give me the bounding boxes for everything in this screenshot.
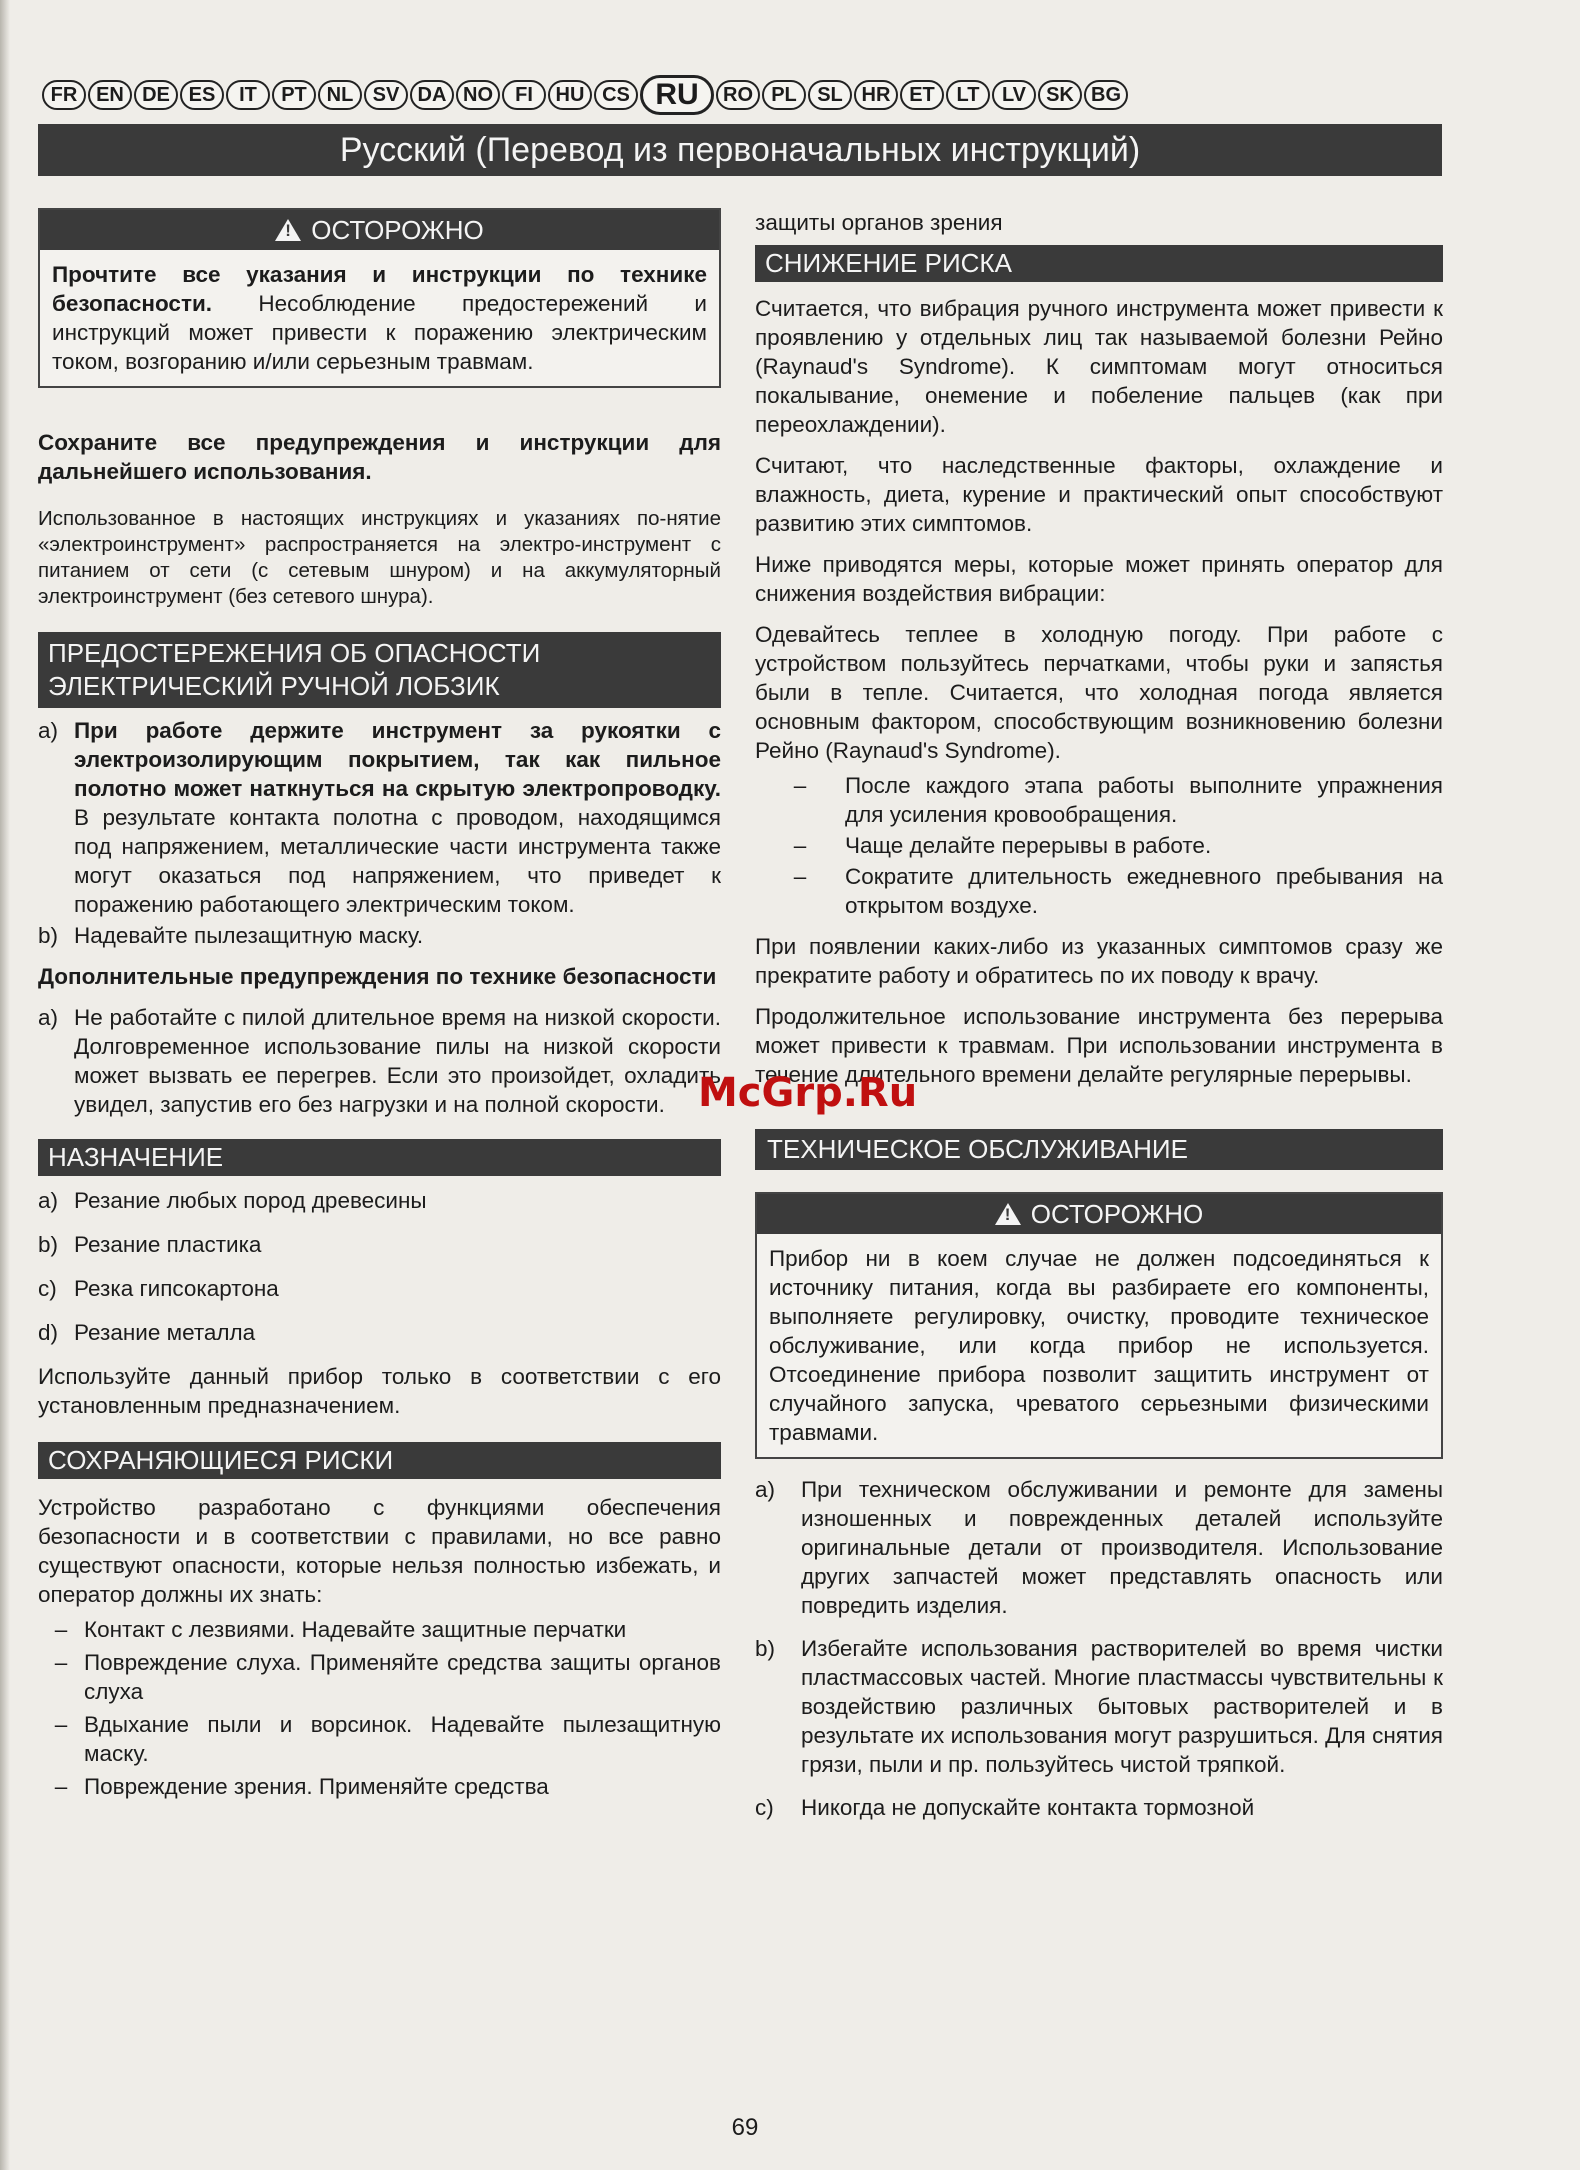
warning-bold: Прочтите все указания и инструкции по технике безопасности.	[52, 262, 707, 316]
measure-item	[755, 771, 1443, 829]
warning-rest: Несоблюдение предостережений и инструкций может привести к поражению электрическим током, возгоранию и/или серьезным травмам.	[52, 291, 707, 374]
maintenance-heading: ТЕХНИЧЕСКОЕ ОБСЛУЖИВАНИЕ	[755, 1129, 1443, 1170]
item-label: a)	[38, 1005, 59, 1030]
reduce-paragraph: Считают, что наследственные факторы, охлаждение и влажность, диета, курение и практический опыт способствуют развитию этих симптомов.	[755, 453, 1443, 536]
watermark-logo: McGrp.Ru	[698, 1070, 918, 1116]
warning-box	[38, 208, 721, 388]
maintenance-item-c	[755, 1793, 1443, 1822]
maintenance-warning-box	[755, 1192, 1443, 1459]
dash-marker: –	[54, 1774, 68, 1799]
lang-fi[interactable]: FI	[502, 80, 546, 110]
dash-marker: –	[793, 864, 807, 889]
reduce-paragraph: Считается, что вибрация ручного инструмента может привести к проявлению у отдельных лиц так называемой болезни Рейно (Raynaud's Syndrome). К симптомам могут относиться покалывание, онемение и побеление пальцев (как при переохлаждении).	[755, 296, 1443, 437]
purpose-text: Резание пластика	[74, 1232, 262, 1257]
risk-text: Повреждение зрения. Применяйте средства	[84, 1774, 549, 1799]
warning-triangle-icon	[995, 1203, 1021, 1225]
item-label: b)	[38, 1232, 59, 1257]
measure-item	[755, 862, 1443, 920]
risk-item	[38, 1648, 721, 1706]
purpose-text: Резка гипсокартона	[74, 1276, 279, 1301]
hazard-b-text: Надевайте пылезащитную маску.	[74, 923, 424, 948]
warning-label: ОСТОРОЖНО	[311, 214, 484, 245]
scan-edge-shadow	[0, 0, 10, 2170]
left-column	[38, 208, 721, 1801]
hazard-a-text: В результате контакта полотна с проводом, находящимся под напряжением, металлические части инструмента также могут оказаться под напряжением, что приведет к поражению работающего электрическим током.	[74, 805, 721, 917]
item-label: b)	[38, 923, 59, 948]
lang-es[interactable]: ES	[180, 80, 224, 110]
language-selector	[42, 74, 1452, 116]
reduce-paragraph: Продолжительное использование инструмента без перерыва может привести к травмам. При использовании инструмента в течение длительного времени делайте регулярные перерывы.	[755, 1004, 1443, 1087]
item-label: c)	[755, 1795, 774, 1820]
dash-marker: –	[54, 1617, 68, 1642]
lang-pt[interactable]: PT	[272, 80, 316, 110]
item-label: d)	[38, 1320, 59, 1345]
purpose-text: Резание металла	[74, 1320, 256, 1345]
risk-text: Контакт с лезвиями. Надевайте защитные перчатки	[84, 1617, 627, 1642]
reduce-paragraph: Ниже приводятся меры, которые может принять оператор для снижения воздействия вибрации:	[755, 552, 1443, 606]
purpose-item	[38, 1186, 721, 1215]
maintenance-warning-text: Прибор ни в коем случае не должен подсоединяться к источнику питания, когда вы разбираете его компоненты, выполняете регулировку, очистку, проводите техническое обслуживание, или когда прибор не используется. Отсоединение прибора позволит защитить инструмент от случайного запуска, чреватого серьезными физическими травмами.	[769, 1246, 1429, 1445]
risk-text: Повреждение слуха. Применяйте средства защиты органов слуха	[84, 1650, 721, 1704]
risk-continuation: защиты органов зрения	[755, 210, 1003, 235]
maintenance-item-b	[755, 1634, 1443, 1779]
lang-lv[interactable]: LV	[992, 80, 1036, 110]
maintenance-item-a	[755, 1475, 1443, 1620]
measure-text: Сократите длительность ежедневного пребывания на открытом воздухе.	[845, 864, 1443, 918]
warning-header	[757, 1194, 1441, 1234]
dash-marker: –	[793, 833, 807, 858]
risk-item	[38, 1772, 721, 1801]
purpose-heading: НАЗНАЧЕНИЕ	[38, 1139, 721, 1176]
measure-text: После каждого этапа работы выполните упражнения для усиления кровообращения.	[845, 773, 1443, 827]
lang-hu[interactable]: HU	[548, 80, 592, 110]
hazard-item-a	[38, 716, 721, 919]
item-label: b)	[755, 1636, 776, 1661]
lang-da[interactable]: DA	[410, 80, 454, 110]
lang-de[interactable]: DE	[134, 80, 178, 110]
lang-sv[interactable]: SV	[364, 80, 408, 110]
maintenance-text: Избегайте использования растворителей во время чистки пластмассовых частей. Многие пластмассы чувствительны к воздействию различных бытовых растворителей и в результате их использования могут разрушиться. Для снятия грязи, пыли и пр. пользуйтесь чистой тряпкой.	[801, 1636, 1443, 1777]
measure-text: Чаще делайте перерывы в работе.	[845, 833, 1212, 858]
purpose-text: Резание любых пород древесины	[74, 1188, 427, 1213]
lang-cs[interactable]: CS	[594, 80, 638, 110]
warning-text	[52, 260, 707, 376]
lang-lt[interactable]: LT	[946, 80, 990, 110]
page-title: Русский (Перевод из первоначальных инструкций)	[38, 124, 1442, 176]
maintenance-text: При техническом обслуживании и ремонте для замены изношенных и поврежденных деталей используйте оригинальные детали от производителя. Использование других запчастей может представлять опасность или повредить изделия.	[801, 1477, 1443, 1618]
warning-header	[40, 210, 719, 250]
purpose-item	[38, 1274, 721, 1303]
purpose-item	[38, 1318, 721, 1347]
hazard-a-bold: При работе держите инструмент за рукоятки с электроизолирующим покрытием, так как пильное полотно может наткнуться на скрытую электропроводку.	[74, 718, 721, 801]
reduce-paragraph: Одевайтесь теплее в холодную погоду. При работе с устройством пользуйтесь перчатками, чтобы руки и запястья были в тепле. Считается, что холодная погода является основным фактором, способствующим возникновению болезни Рейно (Raynaud's Syndrome).	[755, 622, 1443, 763]
item-label: a)	[755, 1477, 776, 1502]
warning-label: ОСТОРОЖНО	[1030, 1198, 1204, 1229]
lang-sk[interactable]: SK	[1038, 80, 1082, 110]
risk-item	[38, 1710, 721, 1768]
lang-en[interactable]: EN	[88, 80, 132, 110]
purpose-item	[38, 1230, 721, 1259]
additional-heading: Дополнительные предупреждения по технике безопасности	[38, 964, 717, 989]
lang-bg[interactable]: BG	[1084, 80, 1128, 110]
dash-marker: –	[793, 773, 807, 798]
lang-nl[interactable]: NL	[318, 80, 362, 110]
risks-intro: Устройство разработано с функциями обеспечения безопасности и в соответствии с правилами, но все равно существуют опасности, которые нельзя полностью избежать, и оператор должны их знать:	[38, 1495, 721, 1607]
lang-pl[interactable]: PL	[762, 80, 806, 110]
dash-marker: –	[54, 1650, 68, 1675]
page-number: 69	[731, 2114, 759, 2141]
purpose-note: Используйте данный прибор только в соответствии с его установленным предназначением.	[38, 1364, 721, 1418]
lang-et[interactable]: ET	[900, 80, 944, 110]
hazards-heading: ПРЕДОСТЕРЕЖЕНИЯ ОБ ОПАСНОСТИ ЭЛЕКТРИЧЕСКИЙ РУЧНОЙ ЛОБЗИК	[38, 632, 721, 708]
risk-text: Вдыхание пыли и ворсинок. Надевайте пылезащитную маску.	[84, 1712, 721, 1766]
measure-item	[755, 831, 1443, 860]
lang-it[interactable]: IT	[226, 80, 270, 110]
additional-item-a	[38, 1003, 721, 1119]
dash-marker: –	[54, 1712, 68, 1737]
item-label: a)	[38, 718, 59, 743]
risks-heading: СОХРАНЯЮЩИЕСЯ РИСКИ	[38, 1442, 721, 1479]
lang-hr[interactable]: HR	[854, 80, 898, 110]
reduce-paragraph: При появлении каких-либо из указанных симптомов сразу же прекратите работу и обратитесь по их поводу к врачу.	[755, 934, 1443, 988]
risk-item	[38, 1615, 721, 1644]
lang-sl[interactable]: SL	[808, 80, 852, 110]
definition-text: Использованное в настоящих инструкциях и указаниях по-нятие «электроинструмент» распространяется на электро-инструмент с питанием от сети (с сетевым шнуром) и на аккумуляторный электроинструмент (без сетевого шнура).	[38, 507, 721, 608]
hazard-item-b	[38, 921, 721, 950]
lang-ru-active[interactable]: RU	[640, 75, 714, 115]
reduce-risk-heading: СНИЖЕНИЕ РИСКА	[755, 245, 1443, 282]
keep-instructions: Сохраните все предупреждения и инструкции для дальнейшего использования.	[38, 430, 721, 484]
additional-a-text: Не работайте с пилой длительное время на низкой скорости. Долговременное использование пилы на низкой скорости может вызвать ее перегрев. Если это произойдет, охладить увидел, запустив его без нагрузки и на полной скорости.	[74, 1005, 721, 1117]
lang-fr[interactable]: FR	[42, 80, 86, 110]
lang-no[interactable]: NO	[456, 80, 500, 110]
item-label: a)	[38, 1188, 59, 1213]
item-label: c)	[38, 1276, 57, 1301]
right-column	[755, 208, 1443, 1822]
warning-triangle-icon	[275, 219, 301, 241]
lang-ro[interactable]: RO	[716, 80, 760, 110]
maintenance-text: Никогда не допускайте контакта тормозной	[801, 1795, 1255, 1820]
